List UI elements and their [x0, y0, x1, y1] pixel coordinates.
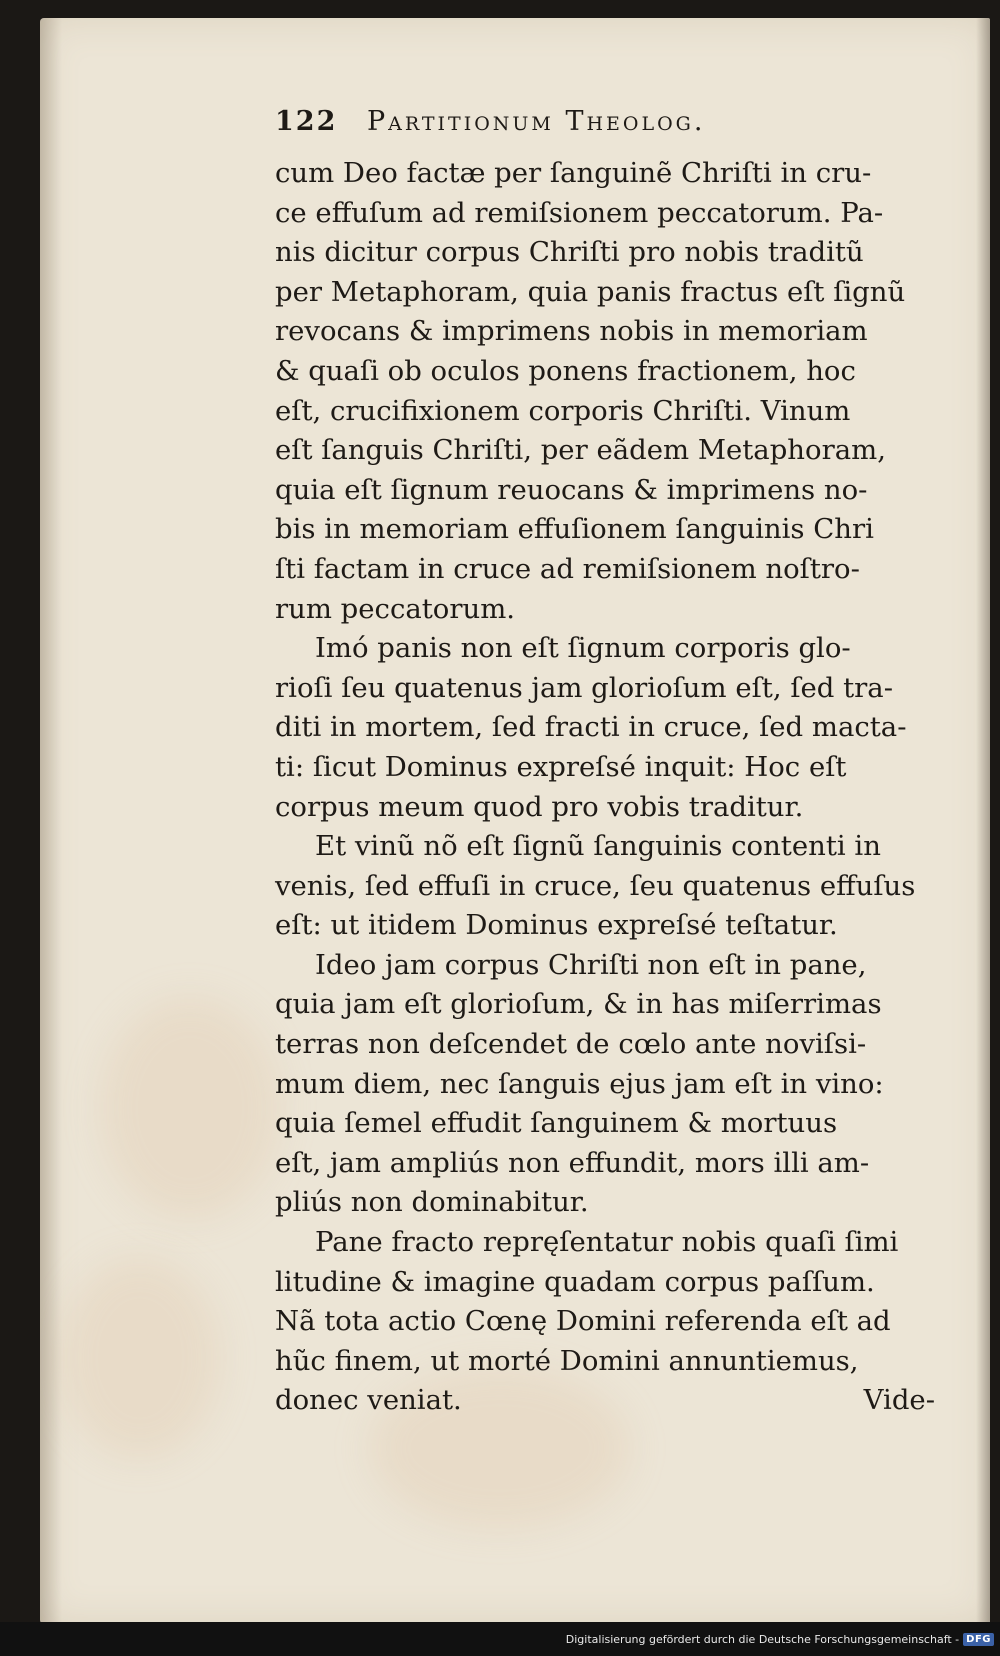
text-line: rum peccatorum.: [275, 592, 516, 625]
paper-stain: [100, 998, 280, 1218]
paper-stain: [60, 1258, 220, 1458]
body-text: [275, 154, 935, 1421]
running-head: [275, 106, 935, 154]
paragraph-start-line: Ideo jam corpus Chriſti non eſt in pane,: [315, 948, 867, 981]
catchword: Vide-: [863, 1384, 935, 1417]
gutter-shadow: [40, 18, 62, 1624]
book-page: [40, 18, 990, 1624]
text-line: bis in memoriam effuſionem ſanguinis Chri: [275, 513, 874, 546]
text-line: ti: ſicut Dominus expreſsé inquit: Hoc eſt: [275, 750, 847, 783]
attribution-text: Digitalisierung gefördert durch die Deutsche Forschungsgemeinschaft -: [565, 1633, 960, 1646]
page-number: 122: [275, 106, 338, 137]
text-line: & quaſi ob oculos ponens fractionem, hoc: [275, 354, 856, 387]
text-line: venis, ſed effuſi in cruce, ſeu quatenus effuſus: [275, 869, 916, 902]
page-edge-shadow: [976, 18, 990, 1624]
last-line-text: donec veniat.: [275, 1384, 462, 1417]
text-line: cum Deo factæ per ſanguinẽ Chriſti in cru-: [275, 157, 872, 189]
paragraph-start-line: Et vinũ nõ eſt ſignũ ſanguinis contenti in: [315, 830, 881, 863]
text-line: pliús non dominabitur.: [275, 1186, 589, 1219]
text-line: hũc finem, ut morté Domini annuntiemus,: [275, 1344, 859, 1377]
funding-attribution: [566, 1633, 994, 1646]
paragraph-start-line: Pane fracto repręſentatur nobis quaſi ſimi: [315, 1226, 899, 1259]
text-line: corpus meum quod pro vobis traditur.: [275, 790, 804, 823]
final-line: [275, 1381, 935, 1421]
text-line: ſti factam in cruce ad remiſsionem noſtro-: [275, 552, 860, 585]
text-line: mum diem, nec ſanguis ejus jam eſt in vino:: [275, 1067, 884, 1100]
text-line: Nã tota actio Cœnę Domini referenda eſt ad: [275, 1305, 891, 1338]
text-line: per Metaphoram, quia panis fractus eſt ſignũ: [275, 275, 906, 308]
text-line: revocans & imprimens nobis in memoriam: [275, 315, 868, 348]
text-line: eſt: ut itidem Dominus expreſsé teſtatur.: [275, 909, 838, 942]
text-line: terras non deſcendet de cœlo ante noviſsi-: [275, 1028, 867, 1061]
text-line: eſt ſanguis Chriſti, per eãdem Metaphoram,: [275, 434, 886, 467]
paragraph-start-line: Imó panis non eſt ſignum corporis glo-: [315, 632, 851, 665]
text-line: nis dicitur corpus Chriſti pro nobis traditũ: [275, 236, 864, 269]
text-line: rioſi ſeu quatenus jam glorioſum eſt, ſed tra-: [275, 671, 893, 704]
text-line: diti in mortem, ſed fracti in cruce, ſed macta-: [275, 711, 907, 744]
text-line: eſt, crucifixionem corporis Chriſti. Vinum: [275, 394, 851, 427]
text-block: [275, 106, 935, 1421]
text-line: quia jam eſt glorioſum, & in has miſerrimas: [275, 988, 882, 1021]
text-line: ce effuſum ad remiſsionem peccatorum. Pa-: [275, 196, 884, 229]
dfg-logo: DFG: [963, 1633, 994, 1646]
text-line: quia eſt ſignum reuocans & imprimens no-: [275, 473, 868, 506]
text-line: quia ſemel effudit ſanguinem & mortuus: [275, 1107, 838, 1140]
text-line: eſt, jam ampliús non effundit, mors illi am-: [275, 1146, 870, 1179]
text-line: litudine & imagine quadam corpus paſſum.: [275, 1265, 875, 1298]
running-title: Partitionum Theolog.: [367, 106, 706, 137]
